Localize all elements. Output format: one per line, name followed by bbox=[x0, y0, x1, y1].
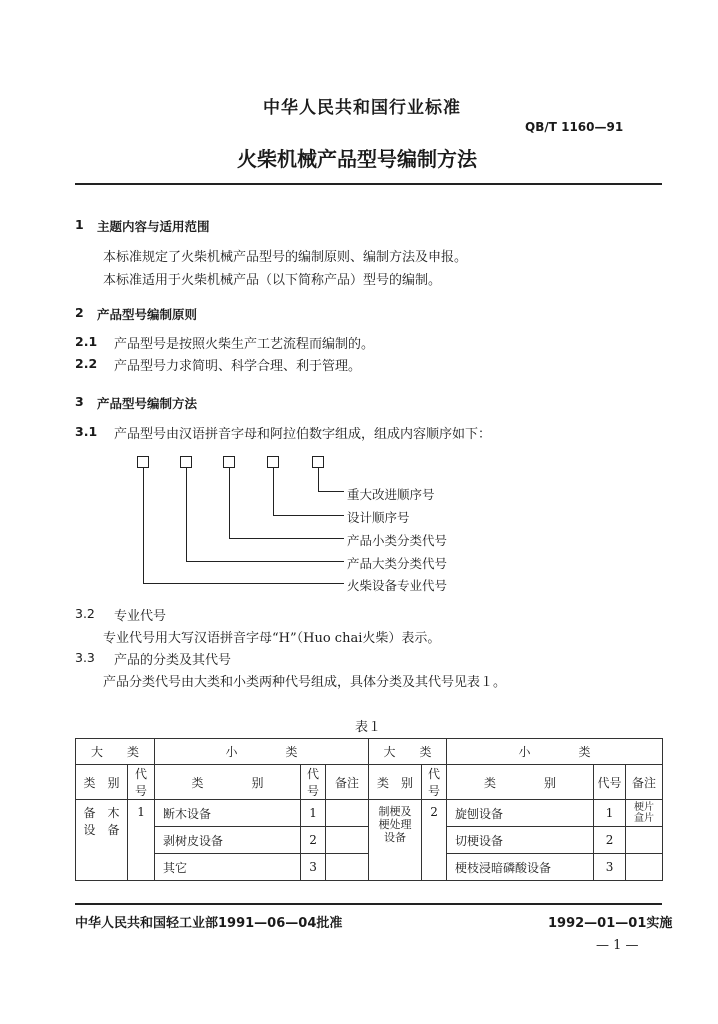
remark-cell bbox=[626, 854, 663, 881]
item-2-2-text: 产品型号力求简明、科学合理、利于管理。 bbox=[114, 359, 362, 374]
classification-table bbox=[75, 738, 663, 881]
section-3-number: 3 bbox=[75, 394, 84, 409]
col-category: 类 别 bbox=[369, 765, 422, 800]
subcategory-cell: 旋刨设备 bbox=[447, 800, 594, 827]
subcategory-cell: 切梗设备 bbox=[447, 827, 594, 854]
document-title: 火柴机械产品型号编制方法 bbox=[237, 147, 477, 171]
table-column-header-row bbox=[76, 765, 663, 800]
item-3-2-number: 3.2 bbox=[75, 606, 95, 621]
effective-date: 1992—01—01实施 bbox=[548, 916, 673, 931]
label-specialty-code: 火柴设备专业代号 bbox=[347, 578, 448, 593]
leader-line bbox=[186, 561, 344, 562]
header-small-class-left: 小 类 bbox=[155, 739, 369, 765]
code-slot-4 bbox=[267, 456, 279, 468]
section-1-paragraph-1: 本标准规定了火柴机械产品型号的编制原则、编制方法及申报。 bbox=[103, 250, 468, 265]
leader-line bbox=[143, 583, 344, 584]
remark-cell: 梗片 盒片 bbox=[626, 800, 663, 827]
table-group-header-row bbox=[76, 739, 663, 765]
item-3-3-title: 产品的分类及其代号 bbox=[114, 653, 232, 668]
item-3-3-text: 产品分类代号由大类和小类两种代号组成，具体分类及其代号见表１。 bbox=[103, 675, 507, 690]
code-slot-2 bbox=[180, 456, 192, 468]
leader-line bbox=[273, 515, 344, 516]
big-category-cell: 备 木 设 备 bbox=[76, 800, 128, 881]
leader-line bbox=[229, 538, 344, 539]
code-slot-3 bbox=[223, 456, 235, 468]
item-3-3-number: 3.3 bbox=[75, 650, 95, 665]
col-code: 代号 bbox=[594, 765, 626, 800]
big-code-cell: 2 bbox=[422, 800, 447, 881]
approval-line: 中华人民共和国轻工业部1991—06—04批准 bbox=[75, 916, 343, 931]
item-3-1-number: 3.1 bbox=[75, 424, 98, 439]
col-code: 代号 bbox=[422, 765, 447, 800]
table-caption: 表１ bbox=[355, 720, 382, 735]
big-code-cell: 1 bbox=[128, 800, 155, 881]
col-code: 代号 bbox=[301, 765, 326, 800]
header-big-class-left: 大 类 bbox=[76, 739, 155, 765]
leader-line bbox=[229, 468, 230, 539]
item-2-2-number: 2.2 bbox=[75, 356, 98, 371]
subcode-cell: 1 bbox=[594, 800, 626, 827]
col-remark: 备注 bbox=[626, 765, 663, 800]
subcode-cell: 3 bbox=[594, 854, 626, 881]
subcode-cell: 2 bbox=[594, 827, 626, 854]
subcategory-cell: 剥树皮设备 bbox=[155, 827, 301, 854]
document-issuer: 中华人民共和国行业标准 bbox=[263, 98, 461, 118]
section-1-title: 主题内容与适用范围 bbox=[97, 219, 210, 234]
table-row bbox=[76, 800, 663, 827]
item-3-1-text: 产品型号由汉语拼音字母和阿拉伯数字组成，组成内容顺序如下： bbox=[114, 427, 492, 442]
standard-code: QB/T 1160—91 bbox=[525, 120, 624, 134]
leader-line bbox=[273, 468, 274, 516]
col-subcategory: 类 别 bbox=[155, 765, 301, 800]
page-number: — 1 — bbox=[596, 938, 639, 953]
col-code: 代号 bbox=[128, 765, 155, 800]
leader-line bbox=[186, 468, 187, 562]
section-1-number: 1 bbox=[75, 217, 84, 232]
footer-rule bbox=[75, 903, 662, 905]
subcode-cell: 1 bbox=[301, 800, 326, 827]
remark-cell bbox=[626, 827, 663, 854]
remark-cell bbox=[326, 827, 369, 854]
item-2-1-text: 产品型号是按照火柴生产工艺流程而编制的。 bbox=[114, 337, 375, 352]
big-category-cell: 制梗及 梗处理 设备 bbox=[369, 800, 422, 881]
label-subclass-code: 产品小类分类代号 bbox=[347, 533, 448, 548]
section-1-paragraph-2: 本标准适用于火柴机械产品（以下简称产品）型号的编制。 bbox=[103, 273, 442, 288]
subcode-cell: 2 bbox=[301, 827, 326, 854]
remark-cell bbox=[326, 800, 369, 827]
section-2-title: 产品型号编制原则 bbox=[97, 307, 198, 322]
col-category: 类 别 bbox=[76, 765, 128, 800]
subcategory-cell: 梗枝浸暗磷酸设备 bbox=[447, 854, 594, 881]
remark-cell bbox=[326, 854, 369, 881]
header-big-class-right: 大 类 bbox=[369, 739, 447, 765]
subcategory-cell: 断木设备 bbox=[155, 800, 301, 827]
subcategory-cell: 其它 bbox=[155, 854, 301, 881]
section-3-title: 产品型号编制方法 bbox=[97, 396, 198, 411]
label-major-improvement-seq: 重大改进顺序号 bbox=[347, 487, 435, 502]
header-small-class-right: 小 类 bbox=[447, 739, 663, 765]
code-slot-5 bbox=[312, 456, 324, 468]
col-remark: 备注 bbox=[326, 765, 369, 800]
subcode-cell: 3 bbox=[301, 854, 326, 881]
item-3-2-text: 专业代号用大写汉语拼音字母“H”（Huo chai火柴）表示。 bbox=[103, 631, 441, 646]
label-main-class-code: 产品大类分类代号 bbox=[347, 556, 448, 571]
item-2-1-number: 2.1 bbox=[75, 334, 98, 349]
leader-line bbox=[143, 468, 144, 584]
item-3-2-title: 专业代号 bbox=[114, 609, 167, 624]
code-slot-1 bbox=[137, 456, 149, 468]
leader-line bbox=[318, 468, 319, 492]
header-rule bbox=[75, 183, 662, 185]
leader-line bbox=[318, 491, 344, 492]
col-subcategory: 类 别 bbox=[447, 765, 594, 800]
section-2-number: 2 bbox=[75, 305, 84, 320]
label-design-seq: 设计顺序号 bbox=[347, 510, 410, 525]
